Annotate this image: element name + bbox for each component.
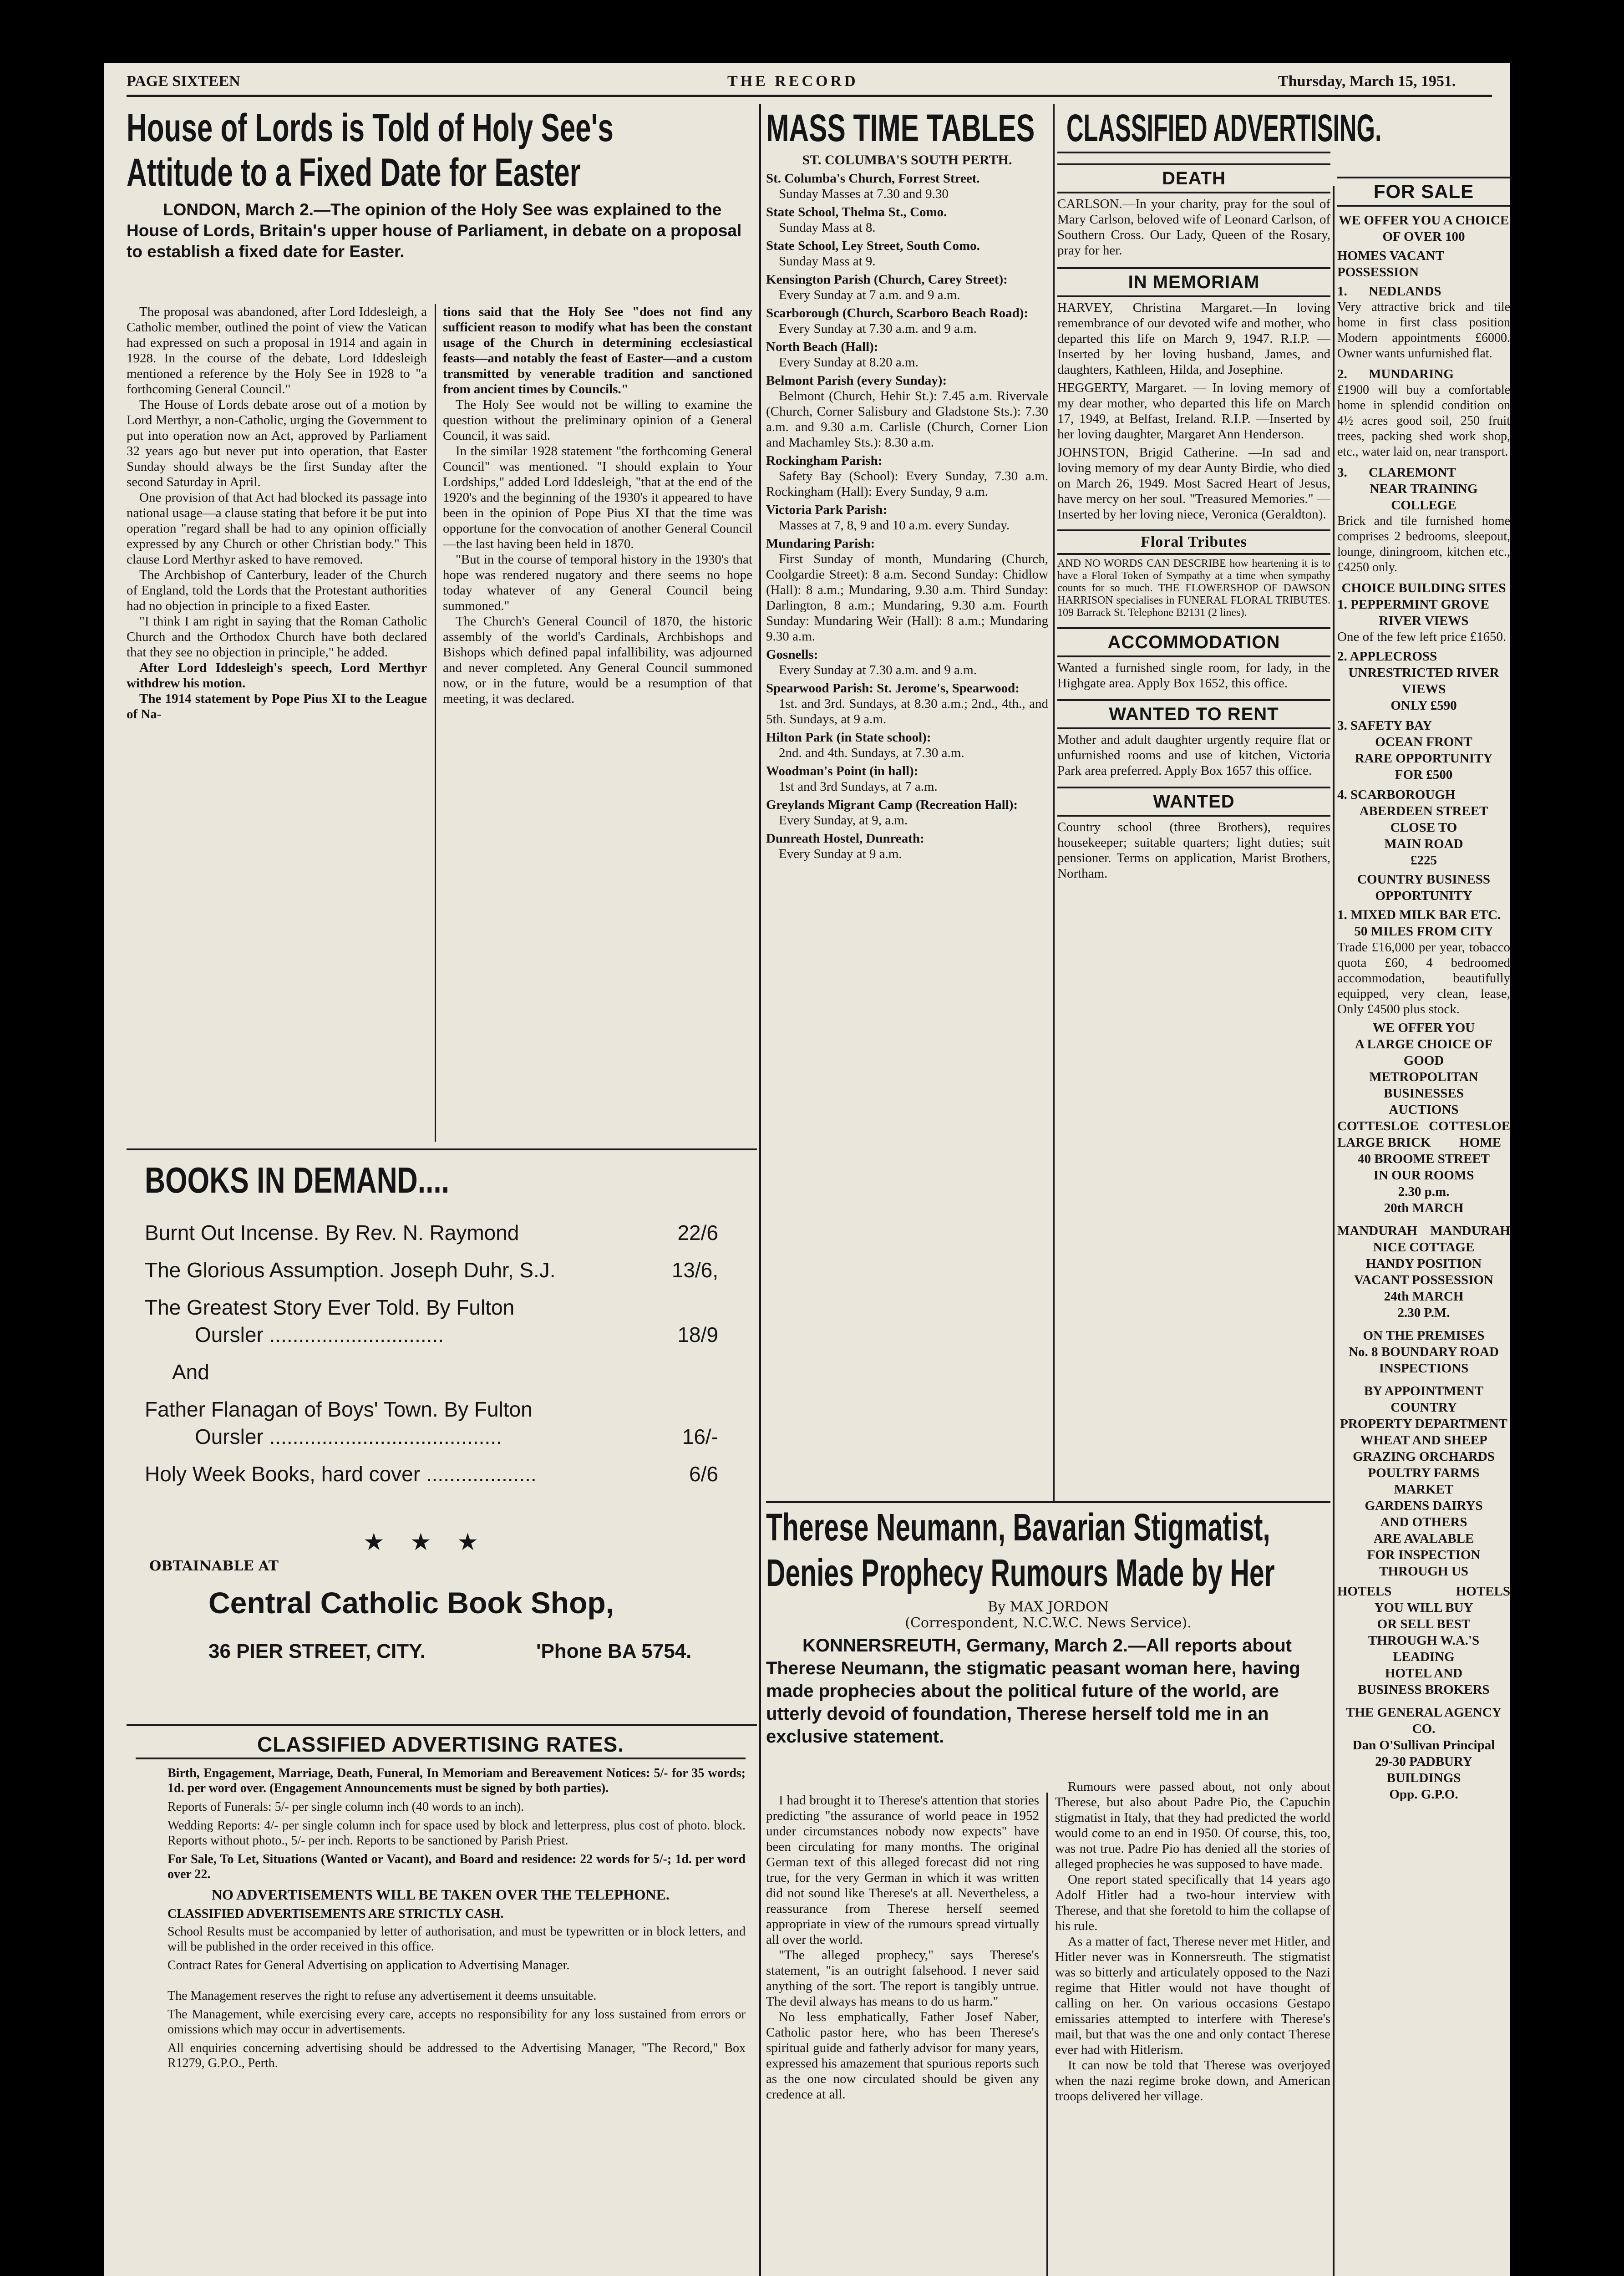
hotel-lines xyxy=(1337,1600,1510,1698)
mass-entry-head: Scarborough (Church, Scarboro Beach Road): xyxy=(766,306,1029,320)
neumann-para: It can now be told that Therese was overjoyed when the nazi regime broke down, and American troops delivered her village. xyxy=(1055,2058,1330,2103)
mass-entry-head: Mundaring Parish: xyxy=(766,536,875,551)
auction-2-head xyxy=(1337,1223,1510,1239)
book-item xyxy=(145,1256,718,1284)
site-line: UNRESTRICTED RIVER VIEWS xyxy=(1348,666,1499,696)
agency-name: THE GENERAL AGENCY CO. xyxy=(1346,1705,1502,1736)
book-item xyxy=(145,1460,718,1488)
neumann-headline-2: Denies Prophecy Rumours Made by Her xyxy=(766,1551,1275,1594)
notice-line: NICE COTTAGE xyxy=(1373,1240,1475,1255)
for-sale-intro: WE OFFER YOU A CHOICE OF OVER 100 xyxy=(1338,213,1509,244)
neumann-para: "The alleged prophecy," says Therese's statement, "is an outright falsehood. I never said anything of the sort. The report is tangibly untrue. The devil always has means to do us harm." xyxy=(766,1948,1039,2009)
mass-entry-times: Every Sunday at 9 a.m. xyxy=(779,847,902,861)
mass-entry-times: Sunday Masses at 7.30 and 9.30 xyxy=(779,187,949,201)
book-item xyxy=(145,1358,718,1386)
neumann-lead: KONNERSREUTH, Germany, March 2.—All reports about Therese Neumann, the stigmatic peasant woman here, having made prophecies about the political future of the world, are utterly devoid of foundation, Therese herself told me in an exclusive statement. xyxy=(766,1636,1300,1747)
book-title: And xyxy=(172,1360,209,1384)
page-label: PAGE SIXTEEN xyxy=(127,73,240,90)
rates-notice-cash: CLASSIFIED ADVERTISEMENTS ARE STRICTLY CASH. xyxy=(167,1907,504,1921)
issue-date: Thursday, March 15, 1951. xyxy=(1278,73,1456,90)
death-notice: CARLSON.—In your charity, pray for the soul of Mary Carlson, beloved wife of Leonard Carlson, of Southern Cross. Our Lady, Queen of the Rosary, pray for her. xyxy=(1057,197,1330,258)
stars-ornament: ★ ★ ★ xyxy=(363,1529,487,1556)
book-title: Father Flanagan of Boys' Town. By Fulton xyxy=(145,1397,533,1421)
rates-notice-phone: NO ADVERTISEMENTS WILL BE TAKEN OVER THE TELEPHONE. xyxy=(212,1886,670,1903)
notice-line: YOU WILL BUY xyxy=(1374,1600,1473,1615)
accommodation-notice: Wanted a furnished single room, for lady, in the Highgate area. Apply Box 1652, this office. xyxy=(1057,660,1330,691)
books-ad xyxy=(136,1155,755,1711)
book-price: 22/6 xyxy=(677,1221,718,1245)
book-item xyxy=(145,1423,718,1450)
notice-line: INSPECTIONS xyxy=(1379,1361,1469,1376)
mass-entry-head: Gosnells: xyxy=(766,647,818,662)
notice-line: 20th MARCH xyxy=(1384,1201,1464,1215)
rate-item: Contract Rates for General Advertising on application to Advertising Manager. xyxy=(167,1958,570,1972)
memoriam-notice: HEGGERTY, Margaret. — In loving memory of my dear mother, who departed this life on March 17, 1949, at Belfast, Ireland. R.I.P. —Inserted by her loving daughter, Margaret Ann Henderson. xyxy=(1057,381,1330,442)
site-line: SCARBOROUGH xyxy=(1350,787,1456,802)
listing xyxy=(1337,283,1510,361)
book-item xyxy=(145,1294,718,1321)
auction-left: COTTESLOE xyxy=(1337,1119,1419,1133)
notice-line: WHEAT AND SHEEP xyxy=(1360,1433,1487,1448)
mass-entry-head: Woodman's Point (in hall): xyxy=(766,764,919,778)
for-sale-title: FOR SALE xyxy=(1337,177,1510,207)
rate-item: The Management reserves the right to refuse any advertisement it deems unsuitable. xyxy=(167,1989,597,2003)
mass-entry-head: Greylands Migrant Camp (Recreation Hall): xyxy=(766,798,1018,812)
site-text: One of the few left price £1650. xyxy=(1337,630,1507,644)
mass-entry-times: Sunday Mass at 8. xyxy=(779,220,876,235)
neumann-col-2 xyxy=(1055,1779,1330,2276)
neumann-para: As a matter of fact, Therese never met Hitler, and Hitler never was in Konnersreuth. The stigmatist was so bitterly and articulately opposed to the Nazi regime that Hitler would not have thought of calling on her. On various occasions Gestapo emissaries attempted to interfere with Therese's mail, but that was the one and only contact Therese ever had with Hitlerism. xyxy=(1055,1934,1330,2057)
lords-para: One provision of that Act had blocked its passage into national usage—a clause stating that before it be put into operation "regard shall be had to any opinion officially expressed by any Church or other Christian body." This clause Lord Merthyr asked to have removed. xyxy=(127,490,427,567)
site-line: APPLECROSS xyxy=(1350,649,1437,664)
neumann-headline-1: Therese Neumann, Bavarian Stigmatist, xyxy=(766,1506,1270,1549)
lords-para: The 1914 statement by Pope Pius XI to the League of Na- xyxy=(127,691,427,721)
book-title: Oursler .............................. xyxy=(195,1323,444,1346)
section-rule xyxy=(766,1501,1330,1503)
site-line: SAFETY BAY xyxy=(1350,718,1432,733)
listing-head xyxy=(1337,464,1510,481)
rate-item: For Sale, To Let, Situations (Wanted or Vacant), and Board and residence: 22 words for 5/-; 1d. per word over 22. xyxy=(167,1852,746,1881)
notice-line: 24th MARCH xyxy=(1384,1289,1464,1304)
notice-line: A LARGE CHOICE OF GOOD xyxy=(1355,1037,1493,1068)
notice-line: No. 8 BOUNDARY ROAD xyxy=(1349,1345,1499,1359)
listing-sub: NEAR TRAINING COLLEGE xyxy=(1370,482,1478,513)
listing-head xyxy=(1337,366,1510,382)
notice-line: PROPERTY DEPARTMENT xyxy=(1340,1417,1507,1431)
mass-entry-times: Sunday Mass at 9. xyxy=(779,254,876,269)
notice-line: COUNTRY xyxy=(1391,1400,1457,1415)
rate-item: All enquiries concerning advertising should be addressed to the Advertising Manager, "The Record," Box R1279, G.P.O., Perth. xyxy=(167,2041,746,2070)
rate-item: The Management, while exercising every care, accepts no responsibility for any loss sustained from errors or omissions which may occur in advertisements. xyxy=(167,2007,746,2037)
section-rule xyxy=(127,1148,757,1150)
lords-col-1 xyxy=(127,304,427,1146)
rate-item: School Results must be accompanied by letter of authorisation, and must be typewritten or in block letters, and will be published in the order received in this office. xyxy=(167,1925,746,1954)
mass-parish: ST. COLUMBA'S SOUTH PERTH. xyxy=(802,152,1012,168)
neumann-para: No less emphatically, Father Josef Naber, Catholic pastor here, who has been Therese's spiritual guide and fatherly advisor for many years, expressed his amazement that spurious reports such as the one now circulated should be given any credence at all. xyxy=(766,2010,1039,2102)
paper-name: THE RECORD xyxy=(727,73,858,90)
business-text: Trade £16,000 per year, tobacco quota £60, 4 bedroomed accommodation, beautifully equipped, very clean, lease, Only £4500 plus stock. xyxy=(1337,940,1510,1016)
lords-headline-1: House of Lords is Told of Holy See's xyxy=(127,106,614,150)
neumann-para: One report stated specifically that 14 years ago Adolf Hitler had a two-hour interview with Therese, and that she foretold to him the collapse of his rule. xyxy=(1055,1872,1330,1933)
notice-line: BUSINESSES xyxy=(1384,1086,1464,1101)
auction-2-lines xyxy=(1337,1239,1510,1321)
mass-entry-head: Kensington Parish (Church, Carey Street): xyxy=(766,272,1008,287)
mass-entry-head: North Beach (Hall): xyxy=(766,340,878,354)
mass-entry-times: Every Sunday at 8.20 a.m. xyxy=(779,355,919,370)
neumann-para: I had brought it to Therese's attention that stories predicting "the assurance of world peace in 1952 under circumstances nobody now expects" have been circulating for many months. The original German text of this alleged forecast did not ring true, for the very German in which it was written did not sound like Therese's at all. Nevertheless, a reassurance from Therese herself seemed appropriate in view of the rumours spread virtually all over the world. xyxy=(766,1793,1039,1947)
listing-text: Brick and tile furnished home comprises 2 bedrooms, sleepout, lounge, diningroom, kitchen etc., £4250 only. xyxy=(1337,514,1510,574)
listing-text: Very attractive brick and tile home in first class position Modern appointments £6000. Owner wants unfurnished flat. xyxy=(1337,300,1510,361)
column-rule xyxy=(759,104,761,2276)
book-price: 6/6 xyxy=(689,1462,718,1486)
site-line: RIVER VIEWS xyxy=(1379,614,1469,628)
lords-para: "But in the course of temporal history in the 1930's that hope was rendered nugatory and there seems no hope today whatever of any General Council being summoned." xyxy=(443,552,752,613)
book-item xyxy=(145,1321,718,1348)
book-shop-phone: 'Phone BA 5754. xyxy=(536,1640,692,1662)
book-shop-address: 36 PIER STREET, CITY. xyxy=(208,1640,426,1662)
auction-left: LARGE BRICK xyxy=(1337,1135,1431,1150)
notice-line: METROPOLITAN xyxy=(1369,1070,1478,1084)
site-number: 4. xyxy=(1337,787,1347,802)
wanted-to-rent-title: WANTED TO RENT xyxy=(1057,699,1330,729)
notice-line: GRAZING ORCHARDS xyxy=(1353,1449,1495,1464)
lords-para: The proposal was abandoned, after Lord Iddesleigh, a Catholic member, outlined the point of view the Vatican had expressed on such a proposal in 1914 and again in 1928. In the course of the debate, Lord Iddesleigh mentioned a reference by the Holy See in 1928 to "a forthcoming General Council." xyxy=(127,305,427,396)
mass-entry-head: Spearwood Parish: St. Jerome's, Spearwood: xyxy=(766,681,1020,696)
notice-line: AUCTIONS xyxy=(1389,1102,1459,1117)
notice-line: THROUGH US xyxy=(1379,1564,1468,1579)
books-list xyxy=(145,1219,718,1488)
mass-entry-times: Every Sunday, at 9, a.m. xyxy=(779,813,908,828)
auction-1-sub xyxy=(1337,1134,1510,1151)
book-title: Oursler ........................................ xyxy=(195,1425,502,1448)
page-header xyxy=(127,73,1492,91)
book-shop-name: Central Catholic Book Shop, xyxy=(208,1586,614,1620)
mass-entry-times: Belmont (Church, Hehir St.): 7.45 a.m. Rivervale (Church, Corner Salisbury and Gladstone Sts.): 7.30 a.m. and 9.30 a.m. Carlisle (Church, Corner Lion and Machamley Sts.): 8.30 a.m. xyxy=(766,389,1048,450)
header-rule xyxy=(127,95,1492,97)
business-item: 1. MIXED MILK BAR ETC. xyxy=(1337,908,1501,922)
rates-title: CLASSIFIED ADVERTISING RATES. xyxy=(136,1731,746,1759)
agency-address: 29-30 PADBURY BUILDINGS xyxy=(1375,1754,1472,1785)
premises-lines xyxy=(1337,1327,1510,1377)
floral-title: Floral Tributes xyxy=(1057,529,1330,555)
floral-notice: AND NO WORDS CAN DESCRIBE how heartening it is to have a Floral Token of Sympathy at a time when sympathy counts for so much. THE FLOWERSHOP OF DAWSON HARRISON specialises in FUNERAL FLORAL TRIBUTES. 109 Barrack St. Telephone B2131 (2 lines). xyxy=(1057,558,1330,619)
lords-para: tions said that the Holy See "does not find any sufficient reason to modify what has been the constant usage of the Church in determining ecclesiastical feasts—and notably the feast of Easter—and a custom transmitted by venerable tradition and sanctioned from ancient times by Councils." xyxy=(443,305,752,396)
memoriam-notice: JOHNSTON, Brigid Catherine. —In sad and loving memory of my dear Aunty Birdie, who died on March 26, 1949. Most Sacred Heart of Jesus, have mercy on her soul. "Treasured Memories." —Inserted by her loving niece, Veronica (Geraldton). xyxy=(1057,445,1330,522)
auction-1-head xyxy=(1337,1118,1510,1134)
listing-place: CLAREMONT xyxy=(1369,465,1456,480)
auction-1-lines xyxy=(1337,1151,1510,1216)
listing-number: 1. xyxy=(1337,284,1347,299)
section-rule xyxy=(127,1724,757,1726)
neumann-para: Rumours were passed about, not only about Therese, but also about Padre Pio, the Capuchin stigmatist in Italy, that they had predicted the world would come to an end in 1950. Of course, this, too, was not true. Padre Pio has denied all the stories of alleged prophecies he was supposed to have made. xyxy=(1055,1779,1330,1871)
hotels-right: HOTELS xyxy=(1456,1584,1510,1599)
wanted-title: WANTED xyxy=(1057,787,1330,817)
site-number: 3. xyxy=(1337,718,1347,733)
site-line: OCEAN FRONT xyxy=(1375,735,1472,749)
book-price: 13/6, xyxy=(671,1258,718,1282)
mass-entry-times: Safety Bay (School): Every Sunday, 7.30 a.m. Rockingham (Hall): Every Sunday, 9 a.m. xyxy=(766,469,1048,499)
site xyxy=(1337,787,1510,803)
title-rule xyxy=(1057,152,1330,153)
site-number: 1. xyxy=(1337,597,1347,612)
obtainable-label: OBTAINABLE AT xyxy=(149,1558,279,1574)
memoriam-title: IN MEMORIAM xyxy=(1057,267,1330,297)
listing-place: MUNDARING xyxy=(1369,367,1454,381)
notice-line: 2.30 P.M. xyxy=(1397,1306,1450,1320)
mass-entry-head: Dunreath Hostel, Dunreath: xyxy=(766,831,924,846)
book-item xyxy=(145,1219,718,1246)
notice-line: FOR INSPECTION xyxy=(1367,1548,1481,1562)
lords-headline-2: Attitude to a Fixed Date for Easter xyxy=(127,151,581,194)
rates-box xyxy=(136,1731,746,2276)
mass-entry-times: 1st and 3rd Sundays, at 7 a.m. xyxy=(779,779,938,794)
book-title: The Glorious Assumption. Joseph Duhr, S.J. xyxy=(145,1258,556,1282)
site-number: 2. xyxy=(1337,649,1347,664)
rate-item: Wedding Reports: 4/- per single column inch for space used by block and letterpress, plus cost of photo. block. Reports without photo., 5/- per inch. Reports to be sanctioned by Parish Priest. xyxy=(167,1819,746,1848)
newspaper-sheet xyxy=(104,63,1510,2276)
notice-line: THROUGH W.A.'S LEADING xyxy=(1368,1633,1480,1664)
listing xyxy=(1337,464,1510,575)
agency-principal: Dan O'Sullivan Principal xyxy=(1352,1738,1495,1753)
books-title: BOOKS IN DEMAND.... xyxy=(145,1160,450,1200)
rate-item: Reports of Funerals: 5/- per single column inch (40 words to an inch). xyxy=(167,1800,524,1814)
rates-list xyxy=(136,1766,746,2071)
auction-right: HOME xyxy=(1459,1135,1501,1150)
notice-line: BUSINESS BROKERS xyxy=(1358,1682,1490,1697)
lords-para: The Archbishop of Canterbury, leader of the Church of England, told the Lords that the Protestant authorities had no objection in principle to a fixed Easter. xyxy=(127,568,427,613)
mass-entry-times: 2nd. and 4th. Sundays, at 7.30 a.m. xyxy=(779,746,964,760)
offer-lines xyxy=(1337,1020,1510,1118)
site-line: ONLY £590 xyxy=(1391,698,1457,713)
column-rule xyxy=(1333,186,1335,2276)
mass-entry-head: Hilton Park (in State school): xyxy=(766,730,931,745)
auction-right: COTTESLOE xyxy=(1429,1119,1510,1133)
mass-entry-head: St. Columba's Church, Forrest Street. xyxy=(766,171,980,186)
notice-line: BY APPOINTMENT xyxy=(1364,1384,1484,1398)
hotels-left: HOTELS xyxy=(1337,1584,1392,1599)
site-line: FOR £500 xyxy=(1395,767,1453,782)
lords-para: After Lord Iddesleigh's speech, Lord Merthyr withdrew his motion. xyxy=(127,660,427,691)
column-rule xyxy=(1046,1793,1048,2276)
mass-list xyxy=(766,171,1048,862)
neumann-credit: (Correspondent, N.C.W.C. News Service). xyxy=(905,1615,1192,1631)
book-title: Holy Week Books, hard cover ................... xyxy=(145,1462,537,1486)
classified-title: CLASSIFIED ADVERTISING. xyxy=(1066,107,1382,149)
lords-para: "I think I am right in saying that the Roman Catholic Church and the Orthodox Church have both declared that they see no objection in principle," he added. xyxy=(127,614,427,660)
auction-left: MANDURAH xyxy=(1337,1224,1417,1238)
book-price: 18/9 xyxy=(677,1323,718,1346)
notice-line: ARE AVALABLE xyxy=(1373,1531,1474,1546)
mass-entry-head: Rockingham Parish: xyxy=(766,453,883,468)
auction-right: MANDURAH xyxy=(1430,1224,1510,1238)
mass-entry-times: First Sunday of month, Mundaring (Church, Coolgardie Street): 8 a.m. Second Sunday: Chidlow (Hall): 8 a.m.; Mundaring, 9.30 a.m. Third Sunday: Darlington, 8 a.m.; Mundaring, 9.30 a.m. Fourth Sunday: Mundaring Weir (Hall): 8 a.m.; Mundaring 9.30 a.m. xyxy=(766,552,1048,644)
mass-entry-head: Belmont Parish (every Sunday): xyxy=(766,373,947,388)
notice-line: WE OFFER YOU xyxy=(1372,1021,1475,1035)
book-price: 16/- xyxy=(682,1425,718,1448)
mass-entry-times: 1st. and 3rd. Sundays, at 8.30 a.m.; 2nd., 4th., and 5th. Sundays, at 9 a.m. xyxy=(766,696,1048,726)
site-line: MAIN ROAD xyxy=(1384,837,1463,851)
accommodation-title: ACCOMMODATION xyxy=(1057,627,1330,657)
book-title: The Greatest Story Ever Told. By Fulton xyxy=(145,1295,515,1319)
listing-place: NEDLANDS xyxy=(1369,284,1441,299)
appointment-lines xyxy=(1337,1383,1510,1580)
notice-line: AND OTHERS xyxy=(1380,1515,1467,1529)
lords-col-2 xyxy=(443,304,752,1146)
rate-item: Birth, Engagement, Marriage, Death, Funeral, In Memoriam and Bereavement Notices: 5/- for 35 words; 1d. per word over. (Engagement Announcements must be signed by both parties). xyxy=(167,1766,746,1795)
neumann-article xyxy=(766,1506,1330,2276)
lords-para: The House of Lords debate arose out of a motion by Lord Merthyr, a non-Catholic, urging the Government to put into operation now an Act, approved by Parliament 32 years ago but never put into operation, that Easter Sunday should always be the first Sunday after the second Saturday in April. xyxy=(127,397,427,489)
homes-head: HOMES VACANT POSSESSION xyxy=(1337,249,1444,279)
notice-line: ON THE PREMISES xyxy=(1363,1328,1485,1343)
death-title: DEATH xyxy=(1057,163,1330,193)
business-head: COUNTRY BUSINESS OPPORTUNITY xyxy=(1357,872,1490,903)
memoriam-notice: HARVEY, Christina Margaret.—In loving remembrance of our devoted wife and mother, who departed this life on March 9, 1947. R.I.P. —Inserted by her loving husband, James, and daughters, Kathleen, Hilda, and Josephine. xyxy=(1057,300,1330,377)
site xyxy=(1337,717,1510,734)
mass-entry-times: Every Sunday at 7.30 a.m. and 9 a.m. xyxy=(779,663,977,677)
mass-entry-head: Victoria Park Parish: xyxy=(766,503,888,517)
listing-head xyxy=(1337,283,1510,300)
notice-line: IN OUR ROOMS xyxy=(1373,1168,1474,1183)
mass-entry-times: Every Sunday at 7 a.m. and 9 a.m. xyxy=(779,288,960,302)
wanted-to-rent-notice: Mother and adult daughter urgently require flat or unfurnished rooms and use of kitchen, Victoria Park area preferred. Apply Box 1657 this office. xyxy=(1057,732,1330,778)
notice-line: VACANT POSSESSION xyxy=(1354,1273,1493,1287)
notice-line: OR SELL BEST xyxy=(1377,1617,1471,1631)
neumann-byline: By MAX JORDON xyxy=(988,1599,1109,1615)
mass-entry-times: Masses at 7, 8, 9 and 10 a.m. every Sunday. xyxy=(779,518,1010,533)
column-rule xyxy=(1053,104,1055,1501)
site xyxy=(1337,648,1510,665)
notice-line: POULTRY FARMS MARKET xyxy=(1368,1466,1480,1497)
listing-number: 3. xyxy=(1337,465,1347,480)
lords-para: The Church's General Council of 1870, the historic assembly of the world's Cardinals, Archbishops and Bishops which defined papal infallibility, was adjourned and never completed. Any General Council summoned now, or in the future, would be a resumption of that meeting, it was declared. xyxy=(443,614,752,706)
sites-head: CHOICE BUILDING SITES xyxy=(1341,581,1506,595)
listing-number: 2. xyxy=(1337,367,1347,381)
listing xyxy=(1337,366,1510,460)
hotels-head xyxy=(1337,1583,1510,1600)
memoriam-list xyxy=(1057,300,1330,522)
for-sale-column xyxy=(1337,177,1510,2276)
lords-para: The Holy See would not be willing to examine the question without the preliminary opinion of a General Council, it was said. xyxy=(443,397,752,443)
site-line: £225 xyxy=(1411,853,1437,868)
notice-line: 2.30 p.m. xyxy=(1398,1184,1450,1199)
column-rule xyxy=(435,304,436,1142)
mass-entry-head: State School, Thelma St., Como. xyxy=(766,205,947,219)
site-line: ABERDEEN STREET CLOSE TO xyxy=(1359,804,1488,835)
lords-lead: LONDON, March 2.—The opinion of the Holy See was explained to the House of Lords, Britain's upper house of Parliament, in debate on a proposal to establish a fixed date for Easter. xyxy=(127,200,742,261)
book-item xyxy=(145,1396,718,1423)
site xyxy=(1337,596,1510,613)
mass-title: MASS TIME TABLES xyxy=(766,107,1035,149)
wanted-notice: Country school (three Brothers), requires housekeeper; suitable quarters; light duties; suit pensioner. Terms on application, Marist Brothers, Northam. xyxy=(1057,820,1330,881)
notice-line: GARDENS DAIRYS xyxy=(1365,1499,1483,1513)
notice-line: HOTEL AND xyxy=(1385,1666,1463,1681)
business-sub: 50 MILES FROM CITY xyxy=(1354,924,1493,939)
listing-text: £1900 will buy a comfortable home in splendid condition on 4½ acres good soil, 250 fruit trees, packing shed work shop, etc., water laid on, near transport. xyxy=(1337,383,1510,459)
mass-timetable xyxy=(766,106,1048,1458)
neumann-col-1 xyxy=(766,1793,1039,2276)
mass-entry-head: State School, Ley Street, South Como. xyxy=(766,239,980,253)
site-line: PEPPERMINT GROVE xyxy=(1350,597,1489,612)
notice-line: 40 BROOME STREET xyxy=(1357,1152,1490,1166)
notice-line: HANDY POSITION xyxy=(1365,1256,1482,1271)
site-line: RARE OPPORTUNITY xyxy=(1355,751,1493,766)
mass-entry-times: Every Sunday at 7.30 a.m. and 9 a.m. xyxy=(779,321,977,336)
agency-opposite: Opp. G.P.O. xyxy=(1389,1787,1458,1802)
lords-para: In the similar 1928 statement "the forthcoming General Council" was mentioned. "I should explain to Your Lordships," added Lord Iddesleigh, "that at the end of the 1920's and the beginning of the 1930's it appeared to have been in the opinion of Pope Pius XI that the time was opportune for the convocation of another General Council—the last having been held in 1870. xyxy=(443,444,752,551)
book-title: Burnt Out Incense. By Rev. N. Raymond xyxy=(145,1221,519,1245)
